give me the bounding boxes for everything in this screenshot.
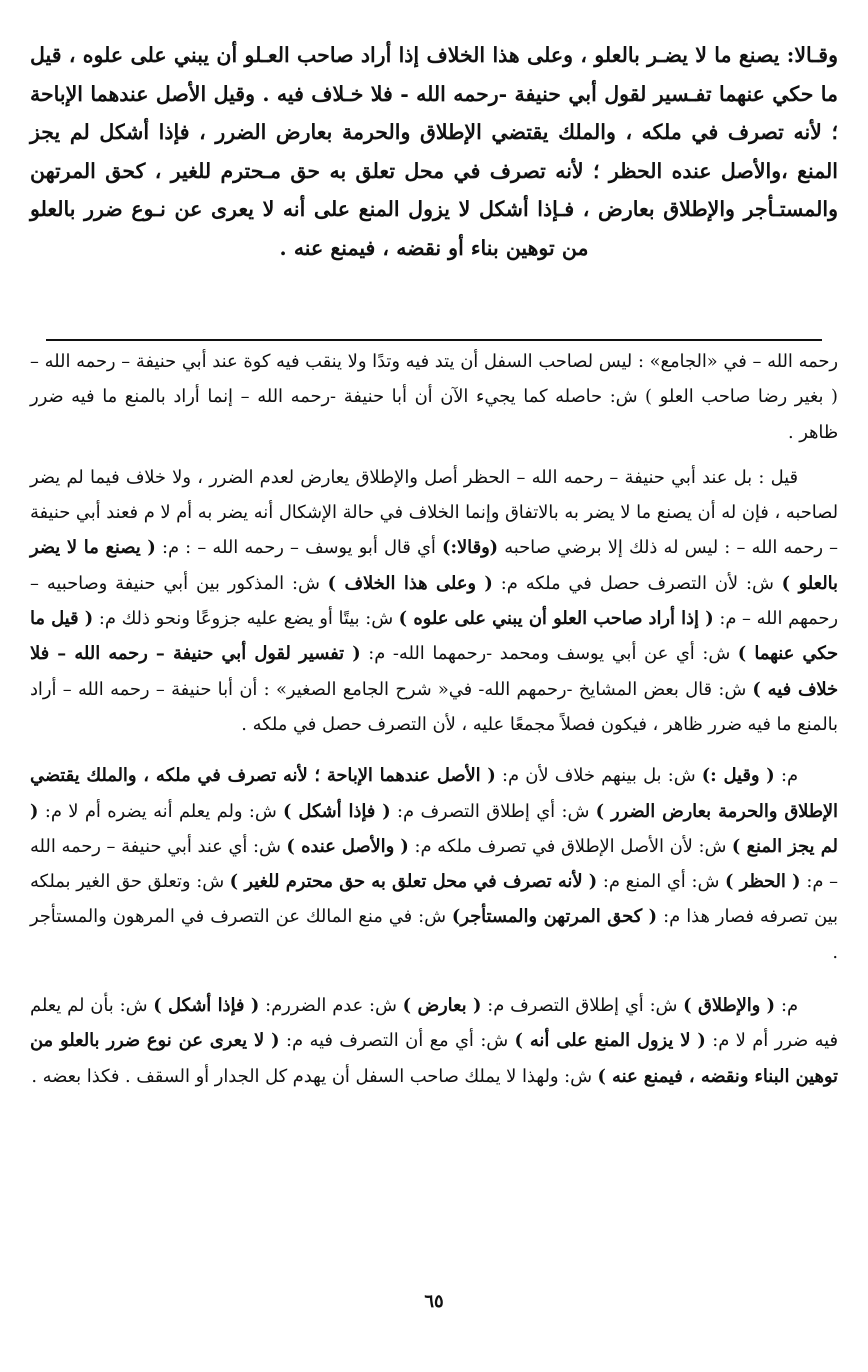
matn-quote: ( لم يجز المنع ) bbox=[30, 800, 838, 857]
matn-quote: ( لأنه تصرف في محل تعلق به حق محترم للغير ) bbox=[229, 871, 598, 893]
matn-quote: ( لا يعرى عن نوع ضرر بالعلو من توهين البناء ونقضه ، فيمنع عنه ) bbox=[30, 1030, 838, 1087]
commentary-text: ش: أي إطلاق التصرف م: bbox=[481, 995, 684, 1017]
commentary-text: ش: ولهذا لا يملك صاحب السفل أن يهدم كل الجدار أو السقف . فكذا بعضه . bbox=[31, 1065, 598, 1087]
matn-quote: ( الأصل عندهما الإباحة ؛ لأنه تصرف في ملكه ، والملك يقتضي الإطلاق والحرمة بعارض الضرر ) bbox=[30, 765, 838, 822]
matn-quote: (وقالا:) bbox=[442, 537, 499, 559]
commentary-text: ش: أي إطلاق التصرف م: bbox=[390, 800, 596, 822]
commentary-text: ش: ولم يعلم أنه يضره أم لا م: bbox=[38, 800, 284, 822]
commentary-text: قيل : بل عند أبي حنيفة – رحمه الله – الحظر أصل والإطلاق يعارض لعدم الضرر ، ولا خلاف فيما لم يضر لصاحبه ، فإن له أن يصنع ما لا يضر به بالاتفاق وإنما الخلاف في حالة الإشكال أنه يضر به أم لا م فعند أبي حنيفة – رحمه الله – : ليس له ذلك إلا برضي صاحبه bbox=[30, 466, 838, 559]
matn-quote: ( يصنع ما لا يضر بالعلو ) bbox=[30, 537, 839, 594]
matn-quote: ( لا يزول المنع على أنه ) bbox=[514, 1030, 706, 1052]
matn-quote: ( والإطلاق ) bbox=[683, 995, 776, 1017]
commentary-text: ش: أي عند أبي حنيفة – رحمه الله – م: bbox=[30, 835, 838, 893]
matn-quote: ( وعلى هذا الخلاف ) bbox=[327, 572, 493, 594]
commentary-text: ش: المذكور بين أبي حنيفة وصاحبيه – رحمهم الله – م: bbox=[30, 572, 839, 630]
matn-quote: ( تفسير لقول أبي حنيفة – رحمه الله – فلا خلاف فيه ) bbox=[30, 643, 838, 700]
matn-quote: ( بعارض ) bbox=[402, 995, 482, 1017]
commentary-text: ش: قال بعض المشايخ -رحمهم الله- في« شرح الجامع الصغير» : أن أبا حنيفة – رحمه الله – أراد بالمنع ما فيه ضرر ظاهر ، فيكون فصلاً مجمعًا عليه ، لأن التصرف حصل في ملكه . bbox=[30, 678, 838, 735]
commentary bbox=[30, 344, 838, 1094]
commentary-text: ش: بيتًا أو يضع عليه جزوعًا ونحو ذلك م: bbox=[93, 608, 399, 630]
commentary-text: م: bbox=[775, 995, 798, 1017]
matn-quote: ( فإذا أشكل ) bbox=[283, 800, 391, 822]
commentary-paragraph bbox=[30, 758, 838, 970]
commentary-text: ش: لأن التصرف حصل في ملكه م: bbox=[492, 572, 782, 594]
commentary-text: أي قال أبو يوسف – رحمه الله – : م: bbox=[155, 537, 443, 559]
commentary-text: ش: أي المنع م: bbox=[597, 871, 725, 893]
commentary-text: ش: أي مع أن التصرف فيه م: bbox=[279, 1030, 515, 1052]
commentary-paragraph bbox=[30, 344, 838, 450]
commentary-paragraph bbox=[30, 988, 838, 1094]
commentary-text: ش: وتعلق حق الغير بملكه بين تصرفه فصار هذا م: bbox=[30, 871, 838, 928]
commentary-paragraph bbox=[30, 460, 838, 742]
commentary-text: ش: بأن لم يعلم فيه ضرر أم لا م: bbox=[30, 995, 838, 1052]
commentary-text: ش: عدم الضررم: bbox=[259, 995, 403, 1017]
matn-quote: ( كحق المرتهن والمستأجر) bbox=[451, 906, 658, 928]
commentary-text: ش: بل بينهم خلاف لأن م: bbox=[495, 765, 702, 787]
commentary-text: ش: أي عن أبي يوسف ومحمد -رحمهما الله- م: bbox=[360, 643, 738, 665]
commentary-text: م: bbox=[774, 765, 798, 787]
commentary-text: ش: في منع المالك عن التصرف في المرهون والمستأجر . bbox=[30, 906, 838, 963]
matn-quote: ( إذا أراد صاحب العلو أن يبني على علوه ) bbox=[398, 608, 714, 630]
main-text: وقـالا: يصنع ما لا يضـر بالعلو ، وعلى هذا الخلاف إذا أراد صاحب العـلو أن يبني على علوه ، قيل ما حكي عنهما تفـسير لقول أبي حنيفة -رحمه الله - فلا خـلاف فيه . وقيل الأصل عندهما الإباحة ؛ لأنه تصرف في ملكه ، والملك يقتضي الإطلاق والحرمة بعارض الضرر ، فإذا أشكل لم يجز المنع ،والأصل عنده الحظر ؛ لأنه تصرف في محل تعلق به حق مـحترم للغير ، كحق المرتهن والمستـأجر والإطلاق بعارض ، فـإذا أشكل لا يزول المنع على أنه لا يعرى عن نـوع ضرر بالعلو من توهين بناء أو نقضه ، فيمنع عنه . bbox=[30, 43, 838, 260]
commentary-text: رحمه الله – في «الجامع» : ليس لصاحب السفل أن يتد فيه وتدًا ولا ينقب فيه كوة عند أبي حنيفة – رحمه الله – ( بغير رضا صاحب العلو ) ش: حاصله كما يجيء الآن أن أبا حنيفة -رحمه الله – إنما أراد بالمنع ما فيه ضرر ظاهر . bbox=[30, 351, 838, 443]
separator-rule bbox=[46, 339, 822, 341]
page-number: ٦٥ bbox=[424, 1291, 444, 1312]
matn-quote: ( والأصل عنده ) bbox=[286, 835, 409, 857]
matn-quote: ( الحظر ) bbox=[724, 871, 801, 893]
commentary-text: ش: لأن الأصل الإطلاق في تصرف ملكه م: bbox=[408, 835, 732, 857]
matn-quote: ( قيل ما حكي عنهما ) bbox=[30, 608, 839, 665]
matn-quote: ( وقيل :) bbox=[701, 765, 775, 787]
matn-quote: ( فإذا أشكل ) bbox=[153, 995, 260, 1017]
